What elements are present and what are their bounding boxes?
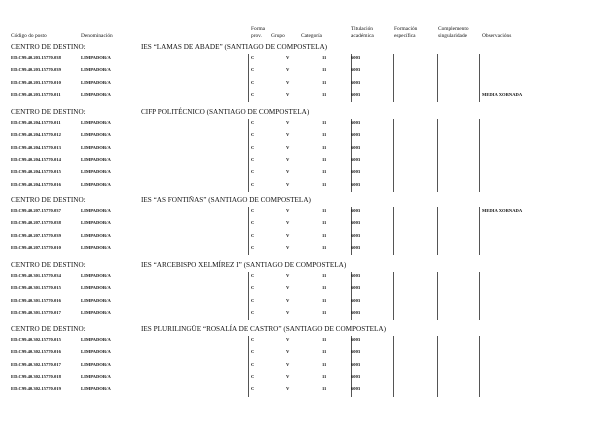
cell-categoria: 11	[322, 349, 327, 355]
cell-post-code: ED.C99.40.302.15770.019	[11, 386, 61, 392]
cell-grupo: V	[286, 120, 290, 125]
cell-post-code: ED.C99.40.302.15770.018	[11, 373, 61, 379]
cell-grupo: V	[286, 337, 290, 342]
cell-observacions: MEDIA XORNADA	[482, 208, 523, 213]
cell-denomination: LIMPADOR/A	[81, 169, 111, 175]
cell-post-code: ED.C99.40.203.15770.039	[11, 67, 61, 73]
cell-forma-prov: C	[251, 181, 255, 187]
cell-categoria: 11	[322, 169, 327, 175]
cell-grupo: V	[286, 67, 290, 73]
cell-forma-prov: C	[251, 67, 255, 73]
cell-categoria: 11	[322, 285, 327, 291]
table-row	[0, 374, 615, 385]
cell-grupo: V	[286, 309, 290, 315]
cell-post-code: ED.C99.40.207.15770.010	[11, 244, 61, 250]
cell-denomination: LIMPADOR/A	[81, 361, 111, 367]
header-titulacion-line2: académica	[351, 33, 374, 39]
cell-observacions: MEDIA XORNADA	[482, 91, 523, 97]
cell-forma-prov: C	[251, 273, 255, 278]
table-row	[0, 349, 615, 360]
cell-grupo: V	[286, 232, 290, 238]
center-label: CENTRO DE DESTINO:	[11, 196, 86, 204]
table-row	[0, 169, 615, 180]
center-label: CENTRO DE DESTINO:	[11, 108, 86, 116]
cell-post-code: ED.C99.40.203.15770.038	[11, 55, 61, 60]
cell-categoria: 11	[322, 120, 327, 125]
cell-forma-prov: C	[251, 349, 255, 355]
cell-categoria: 11	[322, 55, 327, 60]
center-label: CENTRO DE DESTINO:	[11, 43, 86, 51]
cell-denomination: LIMPADOR/A	[81, 208, 111, 213]
center-label: CENTRO DE DESTINO:	[11, 261, 86, 269]
cell-categoria: 11	[322, 67, 327, 73]
table-row	[0, 157, 615, 168]
center-name: IES PLURILINGÜE “ROSALÍA DE CASTRO” (SANTIAGO DE COMPOSTELA)	[141, 325, 386, 333]
cell-categoria: 11	[322, 273, 327, 278]
cell-forma-prov: C	[251, 169, 255, 175]
header-formacion-line1: Formación	[394, 26, 418, 32]
cell-grupo: V	[286, 79, 290, 85]
cell-post-code: ED.C99.40.301.15770.034	[11, 273, 61, 278]
cell-denomination: LIMPADOR/A	[81, 297, 111, 303]
center-name: IES “AS FONTIÑAS” (SANTIAGO DE COMPOSTELA)	[141, 196, 311, 204]
cell-forma-prov: C	[251, 220, 255, 226]
header-formacion-line2: específica	[394, 33, 416, 39]
cell-denomination: LIMPADOR/A	[81, 79, 111, 85]
cell-titulacion: 6003	[351, 208, 361, 213]
header-complemento-line1: Complemento	[438, 26, 469, 32]
table-row	[0, 92, 615, 103]
cell-forma-prov: C	[251, 297, 255, 303]
table-row	[0, 285, 615, 296]
cell-titulacion: 6003	[351, 273, 361, 278]
table-row	[0, 120, 615, 131]
table-row	[0, 386, 615, 397]
header-grupo: Grupo	[271, 33, 285, 39]
center-name: IES “LAMAS DE ABADE” (SANTIAGO DE COMPOSTELA)	[141, 43, 328, 51]
cell-post-code: ED.C99.40.207.15770.038	[11, 220, 61, 226]
cell-grupo: V	[286, 55, 290, 60]
cell-post-code: ED.C99.40.207.15770.037	[11, 208, 61, 213]
cell-post-code: ED.C99.40.204.15770.016	[11, 181, 61, 187]
cell-forma-prov: C	[251, 285, 255, 291]
cell-denomination: LIMPADOR/A	[81, 67, 111, 73]
cell-grupo: V	[286, 156, 290, 162]
cell-denomination: LIMPADOR/A	[81, 285, 111, 291]
cell-categoria: 11	[322, 386, 327, 392]
cell-forma-prov: C	[251, 120, 255, 125]
cell-forma-prov: C	[251, 156, 255, 162]
cell-grupo: V	[286, 349, 290, 355]
center-name: IES “ARCEBISPO XELMÍREZ I” (SANTIAGO DE COMPOSTELA)	[141, 261, 347, 269]
cell-categoria: 11	[322, 244, 327, 250]
cell-denomination: LIMPADOR/A	[81, 156, 111, 162]
cell-titulacion: 6003	[351, 79, 361, 85]
cell-categoria: 11	[322, 309, 327, 315]
table-row	[0, 208, 615, 219]
cell-categoria: 11	[322, 208, 327, 213]
cell-post-code: ED.C99.40.203.15770.010	[11, 79, 61, 85]
cell-titulacion: 6003	[351, 144, 361, 150]
cell-forma-prov: C	[251, 244, 255, 250]
cell-categoria: 11	[322, 361, 327, 367]
cell-forma-prov: C	[251, 55, 255, 60]
cell-categoria: 11	[322, 232, 327, 238]
cell-post-code: ED.C99.40.301.15770.017	[11, 309, 61, 315]
cell-titulacion: 6003	[351, 373, 361, 379]
table-row	[0, 132, 615, 143]
cell-denomination: LIMPADOR/A	[81, 349, 111, 355]
cell-titulacion: 6003	[351, 181, 361, 187]
cell-titulacion: 6003	[351, 120, 361, 125]
cell-categoria: 11	[322, 79, 327, 85]
cell-denomination: LIMPADOR/A	[81, 120, 111, 125]
table-row	[0, 233, 615, 244]
cell-grupo: V	[286, 132, 290, 138]
cell-categoria: 11	[322, 156, 327, 162]
cell-forma-prov: C	[251, 91, 255, 97]
cell-denomination: LIMPADOR/A	[81, 91, 111, 97]
cell-denomination: LIMPADOR/A	[81, 337, 111, 342]
cell-post-code: ED.C99.40.207.15770.039	[11, 232, 61, 238]
cell-post-code: ED.C99.40.204.15770.014	[11, 156, 61, 162]
cell-denomination: LIMPADOR/A	[81, 373, 111, 379]
table-row	[0, 273, 615, 284]
center-name: CIFP POLITÉCNICO (SANTIAGO DE COMPOSTELA)	[141, 108, 310, 116]
cell-categoria: 11	[322, 132, 327, 138]
cell-denomination: LIMPADOR/A	[81, 132, 111, 138]
cell-titulacion: 6003	[351, 309, 361, 315]
cell-post-code: ED.C99.40.302.15770.016	[11, 349, 61, 355]
cell-titulacion: 6003	[351, 67, 361, 73]
table-row	[0, 362, 615, 373]
header-denominacion: Denominación	[81, 33, 113, 39]
table-row	[0, 182, 615, 193]
cell-grupo: V	[286, 273, 290, 278]
cell-titulacion: 6003	[351, 169, 361, 175]
table-row	[0, 80, 615, 91]
cell-grupo: V	[286, 220, 290, 226]
header-observacions: Observacións	[482, 33, 512, 39]
cell-post-code: ED.C99.40.302.15770.017	[11, 361, 61, 367]
cell-post-code: ED.C99.40.204.15770.011	[11, 120, 61, 125]
header-codigo: Código do posto	[11, 33, 47, 39]
cell-denomination: LIMPADOR/A	[81, 273, 111, 278]
cell-titulacion: 6003	[351, 220, 361, 226]
cell-grupo: V	[286, 244, 290, 250]
cell-grupo: V	[286, 181, 290, 187]
cell-denomination: LIMPADOR/A	[81, 232, 111, 238]
cell-categoria: 11	[322, 144, 327, 150]
cell-post-code: ED.C99.40.204.15770.012	[11, 132, 61, 138]
cell-titulacion: 6003	[351, 337, 361, 342]
cell-grupo: V	[286, 386, 290, 392]
table-row	[0, 245, 615, 256]
cell-titulacion: 6003	[351, 386, 361, 392]
header-categoria: Categoría	[301, 33, 322, 39]
cell-titulacion: 6003	[351, 232, 361, 238]
cell-titulacion: 6003	[351, 132, 361, 138]
cell-denomination: LIMPADOR/A	[81, 181, 111, 187]
cell-grupo: V	[286, 169, 290, 175]
cell-denomination: LIMPADOR/A	[81, 309, 111, 315]
cell-post-code: ED.C99.40.302.15770.015	[11, 337, 61, 342]
cell-grupo: V	[286, 285, 290, 291]
cell-denomination: LIMPADOR/A	[81, 386, 111, 392]
cell-grupo: V	[286, 208, 290, 213]
header-titulacion-line1: Titulación	[351, 26, 373, 32]
table-row	[0, 145, 615, 156]
cell-grupo: V	[286, 361, 290, 367]
table-row	[0, 220, 615, 231]
cell-forma-prov: C	[251, 208, 255, 213]
cell-post-code: ED.C99.40.301.15770.015	[11, 285, 61, 291]
table-row	[0, 298, 615, 309]
table-row	[0, 67, 615, 78]
table-row	[0, 55, 615, 66]
cell-post-code: ED.C99.40.203.15770.011	[11, 91, 61, 97]
cell-titulacion: 6003	[351, 91, 361, 97]
cell-forma-prov: C	[251, 232, 255, 238]
cell-forma-prov: C	[251, 132, 255, 138]
cell-forma-prov: C	[251, 361, 255, 367]
cell-titulacion: 6003	[351, 156, 361, 162]
cell-grupo: V	[286, 373, 290, 379]
cell-forma-prov: C	[251, 144, 255, 150]
cell-forma-prov: C	[251, 337, 255, 342]
header-forma-line1: Forma	[251, 26, 266, 32]
cell-categoria: 11	[322, 297, 327, 303]
table-row	[0, 310, 615, 321]
cell-titulacion: 6003	[351, 244, 361, 250]
cell-post-code: ED.C99.40.204.15770.015	[11, 169, 61, 175]
cell-categoria: 11	[322, 181, 327, 187]
cell-denomination: LIMPADOR/A	[81, 55, 111, 60]
cell-grupo: V	[286, 91, 290, 97]
cell-grupo: V	[286, 297, 290, 303]
cell-categoria: 11	[322, 220, 327, 226]
cell-titulacion: 6003	[351, 55, 361, 60]
cell-post-code: ED.C99.40.301.15770.016	[11, 297, 61, 303]
cell-categoria: 11	[322, 91, 327, 97]
cell-forma-prov: C	[251, 386, 255, 392]
cell-titulacion: 6003	[351, 297, 361, 303]
header-complemento-line2: singularidade	[438, 33, 468, 39]
cell-categoria: 11	[322, 337, 327, 342]
cell-forma-prov: C	[251, 309, 255, 315]
table-row	[0, 337, 615, 348]
cell-post-code: ED.C99.40.204.15770.013	[11, 144, 61, 150]
header-forma-line2: prov.	[251, 33, 262, 39]
cell-denomination: LIMPADOR/A	[81, 144, 111, 150]
center-label: CENTRO DE DESTINO:	[11, 325, 86, 333]
cell-denomination: LIMPADOR/A	[81, 220, 111, 226]
cell-denomination: LIMPADOR/A	[81, 244, 111, 250]
cell-forma-prov: C	[251, 373, 255, 379]
cell-titulacion: 6003	[351, 361, 361, 367]
cell-grupo: V	[286, 144, 290, 150]
cell-forma-prov: C	[251, 79, 255, 85]
cell-titulacion: 6003	[351, 349, 361, 355]
cell-categoria: 11	[322, 373, 327, 379]
cell-titulacion: 6003	[351, 285, 361, 291]
